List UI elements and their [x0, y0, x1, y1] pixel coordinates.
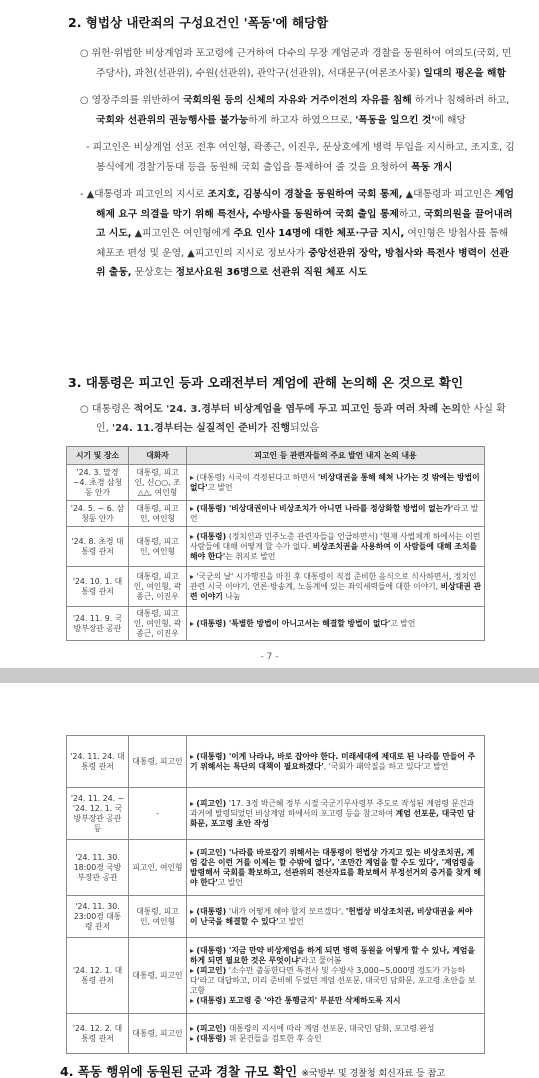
- cell-participants: 대통령, 피고인: [129, 736, 187, 788]
- table-row: [67, 840, 485, 896]
- section-4-heading-line: [0, 1063, 539, 1078]
- cell-statements: [187, 567, 485, 607]
- table-row: [67, 788, 485, 840]
- meeting-table-continued: [66, 735, 485, 1054]
- cell-period-place: '24. 3. 말경~4. 초경 삼청동 안가: [67, 465, 129, 501]
- statement-text: 고 발언: [278, 916, 304, 926]
- cell-statements: [187, 788, 485, 840]
- statement-text: '17. 3경 박근혜 정부 시절 국군기무사령부 주도로 작성된 계엄령 문건과 과거에 발령되었던 비상계엄 하에서의 포고령 등을 참고하여: [190, 798, 475, 818]
- table-row: [67, 501, 485, 527]
- statement-emphasis: (대통령) '비상대권이나 비상조치가 아니면 나라를 정상화할 방법이 없는가': [196, 503, 454, 513]
- statement-emphasis: 비상조치권을 사용하여 이 사람들에 대해 조치를 해야 한다': [190, 541, 478, 561]
- triangle-bullet-icon: ▸: [190, 751, 197, 761]
- section-3-heading: 3. 대통령은 피고인 등과 오래전부터 계엄에 관해 논의해 온 것으로 확인: [68, 375, 464, 390]
- para-text: ▲대통령과 피고인은: [402, 189, 496, 200]
- bullet-emphasis: 일대의 평온을 해함: [423, 67, 506, 79]
- triangle-bullet-icon: ▸: [190, 503, 197, 513]
- statement-emphasis: 계엄 선포문, 대국민 담화문, 포고령 초안 작성: [190, 808, 475, 828]
- statement-text: 라고 물어봄: [301, 955, 342, 965]
- triangle-bullet-icon: ▸: [190, 906, 197, 916]
- bullet-paragraph: [0, 91, 539, 130]
- statement-text: 고 발언: [390, 618, 416, 628]
- cell-period-place: '24. 8. 초경 대통령 관저: [67, 527, 129, 567]
- statement-emphasis: (대통령) '특별한 방법이 아니고서는 해결할 방법이 없다': [196, 618, 391, 628]
- cell-statements: [187, 527, 485, 567]
- triangle-bullet-icon: ▸: [190, 1023, 197, 1033]
- cell-statements: [187, 465, 485, 501]
- cell-period-place: '24. 11. 24. 대통령 관저: [67, 736, 129, 788]
- dash-emphasis: 폭동 개시: [411, 161, 453, 173]
- section-2-heading: 2. 형법상 내란죄의 구성요건인 '폭동'에 해당함: [68, 15, 329, 30]
- bullet-emphasis: 국회의원 등의 신체의 자유와 거주이전의 자유를 침해: [183, 95, 412, 106]
- statement-emphasis: (피고인): [196, 1023, 229, 1033]
- section-2-bullets: [0, 44, 539, 283]
- table-row: [67, 465, 485, 501]
- bullet-text: ○ 영장주의를 위반하여: [80, 95, 184, 106]
- para-text: - ▲대통령과 피고인의 지시로: [80, 189, 208, 200]
- cell-period-place: '24. 11. 30. 18:00경 국방부장관 공관: [67, 840, 129, 896]
- statement-text: 고 발언: [217, 877, 243, 887]
- statement-text: (대통령) 시국이 걱정된다고 하면서: [196, 472, 318, 482]
- cell-participants: 대통령, 피고인, 여인형: [129, 896, 187, 938]
- cell-participants: 대통령, 피고인: [129, 938, 187, 1014]
- bullet-paragraph: [0, 44, 539, 83]
- cell-participants: -: [129, 788, 187, 840]
- cell-statements: [187, 607, 485, 641]
- cell-period-place: '24. 11. 24. ~ '24. 12. 1. 국방부장관 공관 등: [67, 788, 129, 840]
- statement-emphasis: (대통령): [196, 945, 229, 955]
- cell-participants: 대통령, 피고인, 여인형: [129, 527, 187, 567]
- cell-participants: 피고인, 여인형: [129, 840, 187, 896]
- table-row: [67, 607, 485, 641]
- meeting-table: [66, 446, 485, 641]
- statement-emphasis: (대통령): [196, 531, 229, 541]
- triangle-paragraph: [0, 185, 539, 283]
- cell-period-place: '24. 11. 9. 국방부장관 공관: [67, 607, 129, 641]
- bullet-emphasis: 국회와 선관위의 권능행사를 불가능: [96, 114, 249, 126]
- para-emphasis: 국회의원을 끌어내려고 시도,: [96, 208, 513, 239]
- statement-text: 라고 발언: [190, 503, 479, 523]
- para-emphasis: 주요 인사 14명에 대한 체포·구금 지시,: [233, 228, 405, 239]
- dash-paragraph: [0, 138, 539, 177]
- statement-text: 위 문건들을 검토한 후 승인: [228, 1033, 322, 1043]
- statement-emphasis: (대통령) 포고령 중 '야간 통행금지' 부분만 삭제하도록 지시: [196, 995, 401, 1005]
- page-separator: [0, 668, 539, 683]
- triangle-bullet-icon: ▸: [190, 945, 197, 955]
- section-3-summary: [0, 400, 539, 438]
- statement-emphasis: '헌법상 비상조치권, 비상대권을 써야 이 난국을 해결할 수 있다': [190, 906, 473, 926]
- table-row: [67, 567, 485, 607]
- section-3: [0, 374, 539, 438]
- cell-participants: 대통령, 피고인, 여인형, 곽종근, 이진우: [129, 607, 187, 641]
- statement-text: 는 취지로 발언: [225, 551, 276, 561]
- statement-emphasis: (피고인): [196, 798, 229, 808]
- statement-text: (정치인과 민주노총 관련자들을 언급하면서) '현재 사법체계 하에서는 이런 사람들에 대해 어떻게 할 수가 없다.: [190, 531, 481, 551]
- triangle-bullet-icon: ▸: [190, 798, 197, 808]
- dash-text: - 피고인은 비상계엄 선포 전후 여인형, 곽종근, 이진우, 문상호에게 병력 투입을 지시하고, 조지호, 김봉식에게 경찰기동대 등을 동원해 국회 출입을 통제하여 줄 것을 요청하여: [86, 142, 515, 173]
- statement-emphasis: 비상대권 관련 이야기: [190, 581, 482, 601]
- summary-emphasis: 적어도 '24. 3.경부터 비상계엄을 염두에 두고 피고인 등과 여러 차례 논의: [133, 404, 461, 415]
- header-participants: 대화자: [129, 447, 187, 465]
- statement-emphasis: '비상대권을 통해 헤쳐 나가는 것 밖에는 방법이 없다': [190, 472, 480, 492]
- para-emphasis: 계엄해제 요구 의결을 막기 위해 특전사, 수방사를 동원하여 국회 출입 통제: [96, 189, 515, 220]
- summary-text: 되었음: [290, 423, 320, 434]
- triangle-bullet-icon: ▸: [190, 618, 197, 628]
- cell-participants: 대통령, 피고인, 신○○, 조△△, 여인형: [129, 465, 187, 501]
- section-4-heading: 4. 폭동 행위에 동원된 군과 경찰 규모 확인: [60, 1064, 298, 1078]
- statement-emphasis: (대통령): [196, 906, 229, 916]
- table-row: [67, 1014, 485, 1054]
- para-text: 여인형은 방첩사를 통해 체포조 편성 및 운영, ▲피고인의 지시로 정보사가: [96, 228, 509, 259]
- triangle-bullet-icon: ▸: [190, 965, 197, 975]
- para-emphasis: 중앙선관위 장악, 방첩사와 특전사 병력이 선관위 출동,: [96, 247, 509, 278]
- bullet-text: 하거나 침해하려 하고,: [411, 95, 510, 106]
- triangle-bullet-icon: ▸: [190, 847, 197, 857]
- document-page-8: [0, 683, 539, 1078]
- header-statements: 피고인 등 관련자들의 주요 발언 내지 논의 내용: [187, 447, 485, 465]
- cell-statements: [187, 736, 485, 788]
- triangle-bullet-icon: ▸: [190, 1033, 197, 1043]
- cell-period-place: '24. 5. ~ 6. 삼청동 안가: [67, 501, 129, 527]
- cell-statements: [187, 896, 485, 938]
- page-number: - 7 -: [260, 652, 279, 662]
- bullet-text: ○ 위헌·위법한 비상계엄과 포고령에 근거하여 다수의 무장 계엄군과 경찰을 동원하여 여의도(국회, 민주당사), 과천(선관위), 수원(선관위), 관악구(선관위), 서대문구(여론조사꽃): [80, 48, 512, 79]
- cell-period-place: '24. 12. 2. 대통령 관저: [67, 1014, 129, 1054]
- statement-text: 고 발언: [207, 482, 233, 492]
- statement-text: 대통령의 지시에 따라 계엄 선포문, 대국민 담화, 포고령 완성: [228, 1023, 435, 1033]
- statement-emphasis: (대통령) '이게 나라냐, 바로 잡아야 한다. 미래세대에 제대로 된 나라를 만들어 주기 위해서는 특단의 대책이 필요하겠다': [190, 751, 476, 771]
- statement-emphasis: (피고인) '나라를 바로잡기 위해서는 대통령이 헌법상 가지고 있는 비상조치권, 계엄 같은 이런 거를 이제는 할 수밖에 없다', '조만간 계엄을 할 수도 있다', '계엄령을 발령해서 국회를 확보하고, 선관위의 전산자료를 확보해서 부정선거의 증거를 찾게 해야 한다': [190, 847, 482, 887]
- header-period-place: 시기 및 장소: [67, 447, 129, 465]
- statement-text: '국군의 날' 시가행진을 마친 후 대통령이 직접 준비한 음식으로 식사하면서, 정치인 관련 시국 이야기, 언론·방송계, 노동계에 있는 좌익세력들에 대한 이야기,: [190, 571, 477, 591]
- table-row: [67, 527, 485, 567]
- section-4-note: ※국방부 및 경찰청 회신자료 등 참고: [301, 1069, 446, 1078]
- statement-text: 나눔: [222, 591, 241, 601]
- table-row: [67, 896, 485, 938]
- statement-emphasis: '지금 만약 비상계엄을 하게 되면 병력 동원을 어떻게 할 수 있나, 계엄을 하게 되면 필요한 것은 무엇이냐': [190, 945, 475, 965]
- table-header-row: [67, 447, 485, 465]
- cell-statements: [187, 501, 485, 527]
- summary-text: ○ 대통령은: [80, 404, 134, 415]
- cell-statements: [187, 938, 485, 1014]
- triangle-bullet-icon: ▸: [190, 995, 197, 1005]
- para-text: ▲피고인은 여인형에게: [131, 228, 234, 239]
- cell-participants: 대통령, 피고인: [129, 1014, 187, 1054]
- summary-emphasis: '24. 11.경부터는 실질적인 준비가 진행: [112, 423, 291, 434]
- bullet-text: 하게 하고자 하였으므로,: [248, 114, 356, 126]
- cell-statements: [187, 1014, 485, 1054]
- table-row: [67, 736, 485, 788]
- bullet-emphasis: '폭동을 일으킨 것': [355, 114, 435, 126]
- statement-text: , '국회가 패악질을 하고 있다'고 발언: [323, 761, 449, 771]
- cell-participants: 대통령, 피고인, 여인형: [129, 501, 187, 527]
- triangle-bullet-icon: ▸: [190, 472, 197, 482]
- para-emphasis: 조지호, 김봉식이 경찰을 동원하여 국회 통제,: [207, 189, 403, 200]
- statement-emphasis: (피고인): [196, 965, 229, 975]
- statement-emphasis: (대통령): [196, 1033, 229, 1043]
- cell-participants: 대통령, 피고인, 여인형, 곽종근, 이진우: [129, 567, 187, 607]
- table-row: [67, 938, 485, 1014]
- cell-statements: [187, 840, 485, 896]
- section-2: [0, 14, 539, 32]
- para-emphasis: 정보사요원 36명으로 선관위 직원 체포 시도: [175, 267, 368, 278]
- cell-period-place: '24. 10. 1. 대통령 관저: [67, 567, 129, 607]
- statement-text: '소수만 출동한다면 특전사 및 수방사 3,000~5,000명 정도가 가능하다'라고 대답하고, 미리 준비해 두었던 계엄 선포문, 대국민 담화문, 포고령 초안을 보고함: [190, 965, 476, 995]
- summary-text: 한 사실 확인,: [96, 404, 506, 434]
- cell-period-place: '24. 12. 1. 대통령 관저: [67, 938, 129, 1014]
- section-4: [0, 1063, 539, 1078]
- para-text: 하고,: [398, 208, 424, 220]
- bullet-text: 에 해당: [434, 114, 466, 126]
- para-text: 문상호는: [131, 267, 176, 278]
- cell-period-place: '24. 11. 30. 23:00경 대통령 관저: [67, 896, 129, 938]
- triangle-bullet-icon: ▸: [190, 571, 197, 581]
- statement-text: '내가 어떻게 해야 할지 모르겠다',: [228, 906, 346, 916]
- triangle-bullet-icon: ▸: [190, 531, 197, 541]
